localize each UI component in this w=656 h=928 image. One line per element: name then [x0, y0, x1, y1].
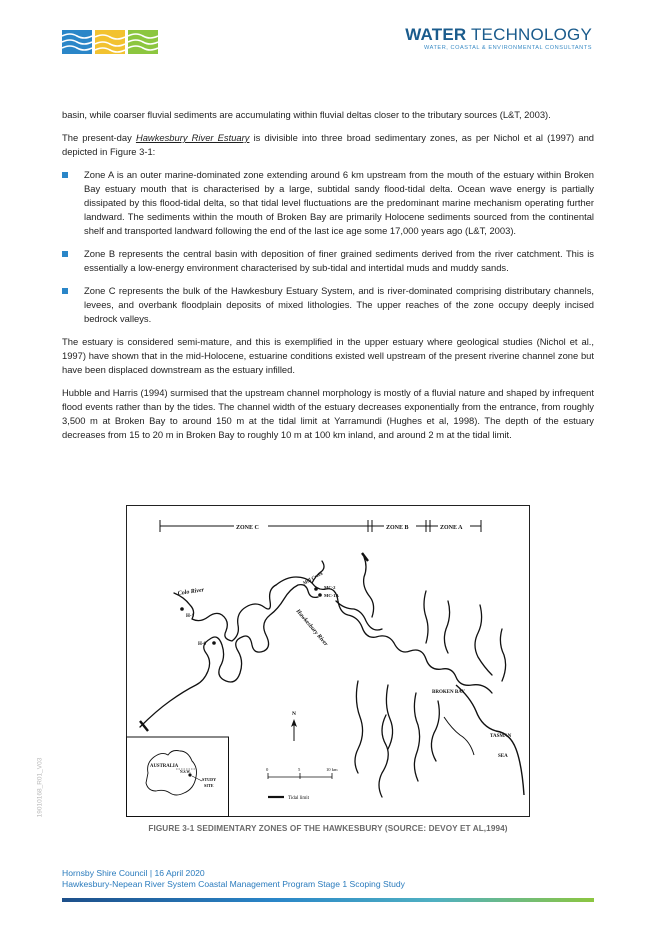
- site-marker: [212, 641, 216, 645]
- list-item: [62, 168, 594, 238]
- sedimentary-zones-map: [126, 505, 530, 817]
- zone-b-label: ZONE B: [386, 525, 409, 531]
- australia-label: AUSTRALIA: [150, 764, 179, 769]
- footer-color-bar: [62, 898, 594, 902]
- scale-10: 10 km: [326, 767, 338, 772]
- brand-name: [405, 26, 592, 44]
- site-marker: [314, 587, 318, 591]
- list-item: [62, 247, 594, 275]
- wave-logo-icon: [62, 30, 158, 54]
- tasman-label: TASMAN: [490, 734, 512, 739]
- h1-label: H-1: [186, 614, 195, 619]
- footer-line-2: Hawkesbury-Nepean River System Coastal Management Program Stage 1 Scoping Study: [62, 878, 405, 889]
- paragraph-2-end: is divisible into three broad sedimentary zones, as per Nichol et al (1997) and depicted in Figure 3-1:: [62, 132, 594, 157]
- site-marker: [180, 607, 184, 611]
- broken-bay-label: BROKEN BAY: [432, 690, 466, 695]
- site-label: SITE: [204, 783, 214, 788]
- side-reference: [30, 748, 42, 828]
- hawkesbury-river-label: Hawkesbury River: [294, 608, 329, 648]
- legend-tidal-limit-label: Tidal limit: [288, 796, 310, 801]
- footer: [62, 868, 405, 889]
- figure-caption: FIGURE 3-1 SEDIMENTARY ZONES OF THE HAWKESBURY (SOURCE: DEVOY ET AL,1994): [148, 824, 508, 833]
- hawkesbury-estuary-link[interactable]: Hawkesbury River Estuary: [135, 132, 250, 143]
- scale-5: 5: [298, 767, 301, 772]
- site-marker: [318, 593, 322, 597]
- paragraph-4: Hubble and Harris (1994) surmised that the upstream channel morphology is mostly of a fluvial nature and shaped by infrequent flood events rather than by the tides. The channel width of the estuary decreases exponentially from the entrance, from roughly 3,500 m at Broken Bay to around 150 m at the tidal limit at Yarramundi (Hughes et al, 1998). The depth of the estuary decreases from 15 to 20 m in Broken Bay to roughly 10 m at 100 km inland, and around 2 m at the tidal limit.: [62, 387, 594, 440]
- list-item-text: Zone B represents the central basin with deposition of finer grained sediments derived from the river catchment. This is essentially a low-energy environment characterised by sub-tidal and intertidal muds and muddy sands.: [84, 248, 594, 273]
- list-item-text: Zone C represents the bulk of the Hawkesbury Estuary System, and is river-dominated comprising distributary channels, levees, and overbank floodplain deposits of mixed lithologies. The upper reaches of the zone occupy deeply incised bedrock valleys.: [84, 285, 594, 324]
- bullet-square-icon: [62, 172, 68, 178]
- brand-name-light: TECHNOLOGY: [470, 25, 592, 44]
- north-label: N: [292, 711, 296, 717]
- brand-tagline: WATER, COASTAL & ENVIRONMENTAL CONSULTANTS: [423, 45, 592, 51]
- footer-line-1: Hornsby Shire Council | 16 April 2020: [62, 868, 205, 878]
- bullet-square-icon: [62, 288, 68, 294]
- brand-logo: [405, 26, 592, 51]
- h6-label: H-6: [198, 642, 207, 647]
- mill-creek-label: Mill Creek: [302, 571, 325, 587]
- zone-a-label: ZONE A: [440, 525, 463, 531]
- study-label: STUDY: [202, 777, 217, 782]
- paragraph-2-start: The present-day: [62, 132, 136, 143]
- document-body: [62, 108, 594, 451]
- paragraph-3: The estuary is considered semi-mature, and this is exemplified in the upper estuary where geological studies (Nichol et al., 1997) have shown that in the mid-Holocene, estuarine conditions existed well upstream of the present riverine channel zone but have been displaced downstream as the estuary infilled.: [62, 336, 594, 375]
- side-reference-text: 19010168_R01_V03: [36, 757, 44, 818]
- sea-label: SEA: [498, 754, 508, 759]
- zone-c-label: ZONE C: [236, 525, 259, 531]
- list-item: [62, 284, 594, 326]
- list-item-text: Zone A is an outer marine-dominated zone extending around 6 km upstream from the mouth of the estuary within Broken Bay estuary mouth that is characterised by a large, subtidal sandy flood-tidal delta. Ocean wave energy is partially dissipated by this flood-tidal delta, so that tidal level fluctuations are the predominant marine mechanism operating further landward. The sediments within the mouth of Broken Bay are primarily Holocene sediments sourced from the continental shelf and transported landward following the end of the last ice age some 17,000 years ago (L&T, 2003).: [84, 169, 594, 236]
- zone-list: [62, 168, 594, 326]
- paragraph-1: basin, while coarser fluvial sediments are accumulating within fluvial deltas closer to the tributary sources (L&T, 2003).: [62, 109, 551, 120]
- mc1a-label: MC-1A: [324, 593, 339, 598]
- scale-0: 0: [266, 767, 269, 772]
- mc2-label: MC-2: [324, 585, 336, 590]
- nsw-label: N.S.W.: [180, 770, 191, 774]
- bullet-square-icon: [62, 251, 68, 257]
- colo-river-label: Colo River: [177, 587, 205, 597]
- brand-name-bold: WATER: [405, 25, 467, 44]
- paragraph-2: [62, 131, 594, 159]
